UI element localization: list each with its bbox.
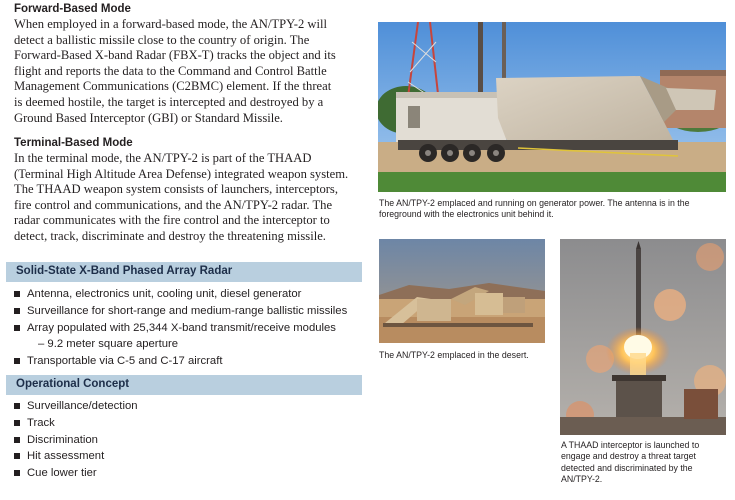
concept-section-title: Operational Concept <box>16 378 130 390</box>
forward-line: flight and reports the data to the Command and Control Battle <box>14 63 327 78</box>
terminal-line: radar communicates with the fire control and the interceptor to <box>14 213 330 228</box>
caption-line: engage and destroy a threat target <box>561 451 696 462</box>
concept-list <box>14 398 138 482</box>
radar-photo-caption <box>379 198 690 221</box>
list-item: Array populated with 25,344 X-band transmit/receive modules <box>14 320 347 337</box>
terminal-line: In the terminal mode, the AN/TPY-2 is part of the THAAD <box>14 151 312 165</box>
forward-line: is deemed hostile, the target is intercepted and destroyed by a <box>14 94 324 109</box>
list-item: Transportable via C-5 and C-17 aircraft <box>14 353 347 370</box>
forward-line: When employed in a forward-based mode, the AN/TPY-2 will <box>14 17 328 31</box>
terminal-based-heading: Terminal-Based Mode <box>14 137 133 149</box>
concept-section-bar <box>6 375 362 395</box>
list-item: Surveillance/detection <box>14 398 138 415</box>
radar-section-bar <box>6 262 362 282</box>
terminal-based-paragraph <box>14 151 348 245</box>
forward-based-heading: Forward-Based Mode <box>14 3 131 15</box>
launch-photo-caption <box>561 440 699 486</box>
forward-line: Ground Based Interceptor (GBI) or Standard Missile. <box>14 110 283 125</box>
caption-line: foreground with the electronics unit behind it. <box>379 209 554 220</box>
forward-line: Forward-Based X-band Radar (FBX-T) tracks the object and its <box>14 48 336 63</box>
list-item: Hit assessment <box>14 448 138 465</box>
terminal-line: fire control and communications, and the AN/TPY-2 radar. The <box>14 197 333 212</box>
caption-line: A THAAD interceptor is launched to <box>561 440 700 450</box>
desert-photo-caption <box>379 350 529 361</box>
forward-line: Management Communications (C2BMC) element. If the threat <box>14 79 332 94</box>
list-item: Surveillance for short-range and medium-range ballistic missiles <box>14 303 347 320</box>
radar-section-title: Solid-State X-Band Phased Array Radar <box>16 265 233 277</box>
caption-line: The AN/TPY-2 emplaced in the desert. <box>379 350 529 360</box>
terminal-line: detect, track, discriminate and destroy the threatening missile. <box>14 228 326 243</box>
list-item: Cue lower tier <box>14 465 138 482</box>
forward-line: detect a ballistic missile close to the country of origin. The <box>14 32 310 47</box>
forward-based-paragraph <box>14 17 336 126</box>
terminal-line: (Terminal High Altitude Area Defense) integrated weapon system. <box>14 166 349 181</box>
caption-line: AN/TPY-2. <box>561 474 603 485</box>
radar-photo <box>378 22 726 192</box>
list-sub-item: – 9.2 meter square aperture <box>38 338 179 351</box>
list-item: Antenna, electronics unit, cooling unit, diesel generator <box>14 286 347 303</box>
interceptor-launch-photo <box>560 239 726 435</box>
list-item: Track <box>14 415 138 432</box>
radar-feature-list <box>14 286 347 370</box>
caption-line: The AN/TPY-2 emplaced and running on generator power. The antenna is in the <box>379 198 690 208</box>
caption-line: detected and discriminated by the <box>561 462 693 473</box>
desert-photo <box>379 239 545 343</box>
terminal-line: The THAAD weapon system consists of launchers, interceptors, <box>14 182 338 197</box>
list-item: Discrimination <box>14 432 138 449</box>
